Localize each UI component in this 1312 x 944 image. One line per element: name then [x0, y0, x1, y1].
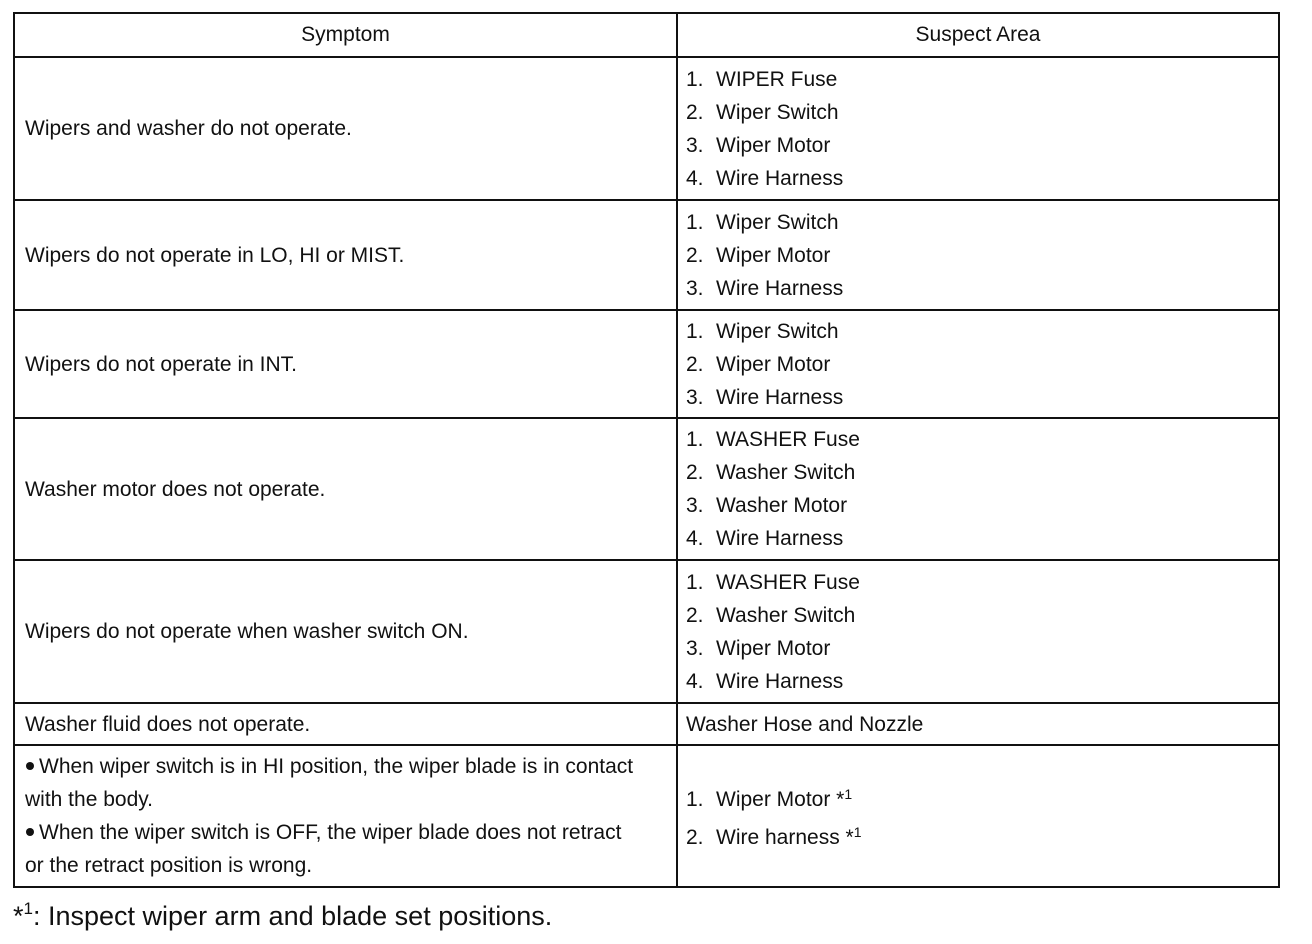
table-row: [14, 418, 1279, 560]
suspect-area-cell: [677, 745, 1279, 887]
list-item: 3. Wire Harness: [686, 276, 844, 300]
suspect-area-list: [686, 566, 1270, 698]
list-item: 1. Wiper Motor *$^1$: [686, 786, 853, 811]
suspect-area-cell: [677, 310, 1279, 418]
suspect-area-cell: [677, 560, 1279, 703]
list-item: 1. Wiper Switch: [686, 210, 839, 234]
table-row: [14, 200, 1279, 310]
list-item: 2. Wiper Motor: [686, 243, 831, 267]
footnote-text: : Inspect wiper arm and blade set positions.: [32, 901, 553, 931]
suspect-area-list: [686, 63, 1270, 195]
list-item: 4. Wire Harness: [686, 527, 844, 550]
symptom-bullet-continuation: with the body.: [25, 788, 154, 811]
symptom-bullet: When the wiper switch is OFF, the wiper blade does not retract: [25, 816, 666, 849]
suspect-area-cell: [677, 418, 1279, 560]
suspect-area-header: Suspect Area: [677, 13, 1279, 57]
list-item: 2. Washer Switch: [686, 603, 856, 627]
symptom-cell: Wipers do not operate in LO, HI or MIST.: [14, 200, 677, 310]
table-row: [14, 703, 1279, 745]
suspect-area-list: [686, 315, 1270, 414]
footnote-ref: 1: [844, 786, 853, 802]
footnote: [13, 892, 552, 933]
list-item: 3. Washer Motor: [686, 494, 848, 517]
table-row: [14, 745, 1279, 887]
symptom-cell: Wipers do not operate when washer switch ON.: [14, 560, 677, 703]
symptom-header: Symptom: [14, 13, 677, 57]
list-item: 1. WIPER Fuse: [686, 67, 838, 91]
footnote-ref: 1: [853, 824, 862, 840]
symptom-table: [13, 12, 1280, 888]
list-item: 3. Wire Harness: [686, 385, 844, 409]
list-item: 2. Wire harness *$^1$: [686, 824, 862, 849]
table-row: [14, 57, 1279, 200]
symptom-cell: Washer fluid does not operate.: [14, 703, 677, 745]
suspect-area-list: [686, 206, 1270, 305]
symptom-cell: Washer motor does not operate.: [14, 418, 677, 560]
suspect-area-cell: [677, 200, 1279, 310]
footnote-marker: *: [13, 901, 24, 931]
header-row: [14, 13, 1279, 57]
symptom-cell: Wipers and washer do not operate.: [14, 57, 677, 200]
list-item: 3. Wiper Motor: [686, 636, 831, 660]
list-item: 3. Wiper Motor: [686, 133, 831, 157]
list-item: 2. Washer Switch: [686, 461, 856, 484]
symptom-cell: Wipers do not operate in INT.: [14, 310, 677, 418]
suspect-area-cell: [677, 57, 1279, 200]
bullet-icon: [26, 828, 34, 836]
table-row: [14, 310, 1279, 418]
suspect-area-list: [686, 423, 1270, 555]
symptom-cell: [14, 745, 677, 887]
table-row: [14, 560, 1279, 703]
list-item: 2. Wiper Motor: [686, 352, 831, 376]
bullet-icon: [26, 762, 34, 770]
symptom-bullet-continuation: or the retract position is wrong.: [25, 854, 313, 877]
list-item: 4. Wire Harness: [686, 669, 844, 693]
suspect-area-cell: Washer Hose and Nozzle: [677, 703, 1279, 745]
list-item: 4. Wire Harness: [686, 166, 844, 190]
list-item: 1. WASHER Fuse: [686, 428, 860, 451]
footnote-number: 1: [23, 899, 33, 918]
troubleshooting-sheet: [13, 12, 1278, 888]
suspect-area-list: [686, 778, 1270, 854]
list-item: 2. Wiper Switch: [686, 100, 839, 124]
list-item: 1. WASHER Fuse: [686, 570, 860, 594]
list-item: 1. Wiper Switch: [686, 319, 839, 343]
symptom-bullet: When wiper switch is in HI position, the wiper blade is in contact: [25, 750, 666, 783]
